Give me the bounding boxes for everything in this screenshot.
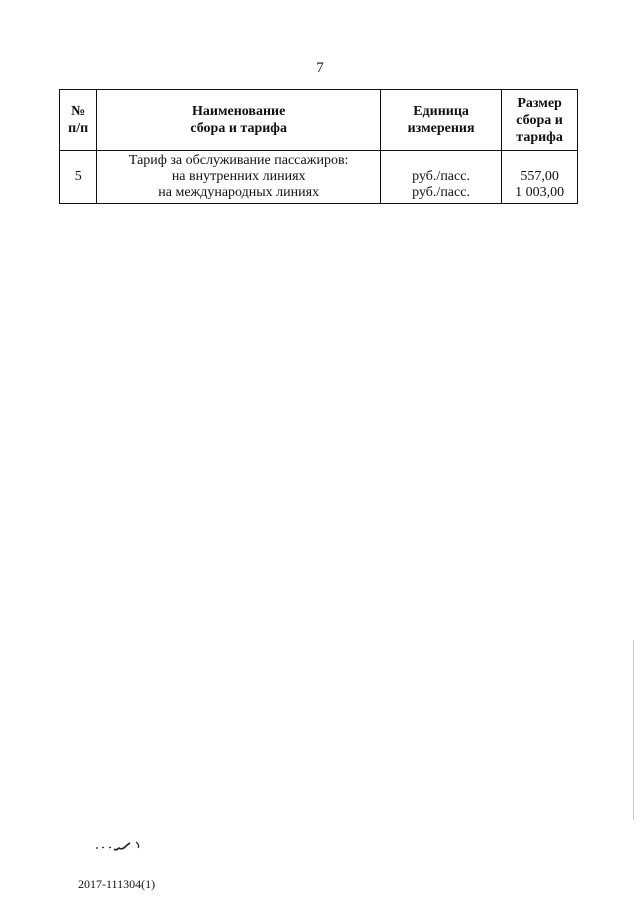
tariff-table (59, 89, 578, 204)
row-size-line: 557,00 (520, 169, 559, 184)
row-name-cell (97, 151, 381, 204)
header-unit-line: измерения (407, 121, 475, 136)
document-code: 2017-111304(1) (78, 877, 156, 891)
signature-mark (94, 836, 154, 856)
row-number: 5 (74, 169, 82, 184)
row-size-line (505, 153, 574, 169)
header-number-line: п/п (68, 121, 89, 136)
row-number-cell (60, 151, 97, 204)
row-name-line: на внутренних линиях (171, 169, 306, 184)
header-unit (380, 90, 501, 151)
header-size-line: Размер (517, 95, 562, 111)
header-number (60, 90, 97, 151)
row-unit-line (384, 153, 498, 169)
table-row (60, 151, 578, 204)
row-size-cell (502, 151, 578, 204)
row-name-line: на международных линиях (158, 185, 320, 200)
header-name (97, 90, 381, 151)
header-size-line: сбора и (516, 112, 563, 128)
row-size-line: 1 003,00 (515, 185, 565, 200)
header-size (502, 90, 578, 151)
row-unit-line: руб./пасс. (412, 185, 470, 200)
page-number: 7 (316, 60, 324, 76)
row-name-line: Тариф за обслуживание пассажиров: (128, 153, 349, 168)
header-size-line: тарифа (516, 129, 563, 145)
scan-edge-line (633, 640, 634, 820)
row-unit-cell (380, 151, 501, 204)
header-name-line: сбора и тарифа (190, 121, 287, 136)
header-unit-line: Единица (413, 104, 469, 119)
table-header-row (60, 90, 578, 151)
header-number-line: № (71, 104, 86, 119)
row-unit-line: руб./пасс. (412, 169, 470, 184)
header-name-line: Наименование (192, 104, 286, 119)
